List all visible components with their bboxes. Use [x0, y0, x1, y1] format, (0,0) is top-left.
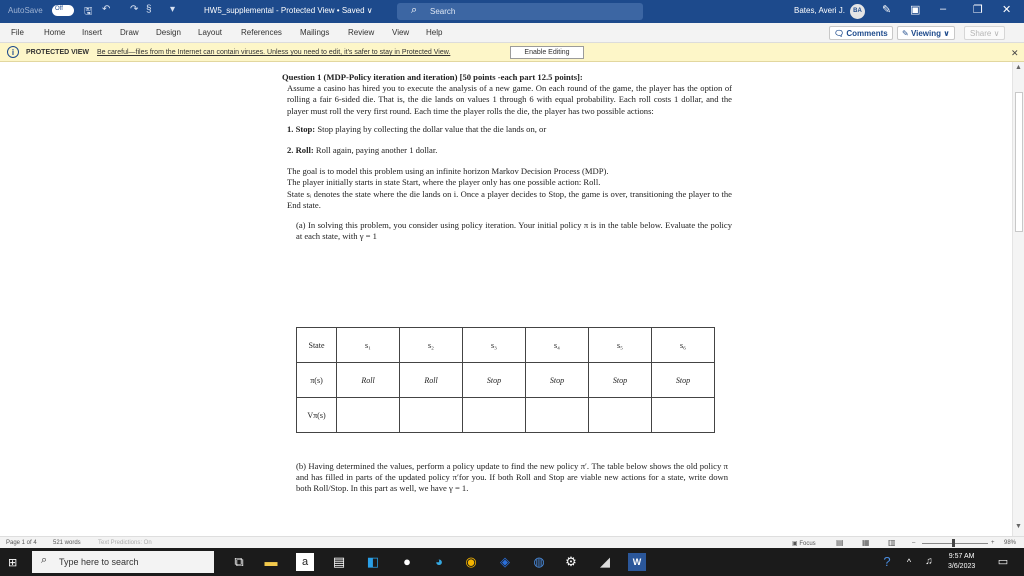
scroll-thumb[interactable] — [1015, 92, 1023, 232]
clock-time: 9:57 AM — [948, 553, 975, 560]
table-header: s₅ — [589, 328, 652, 363]
table-cell[interactable] — [526, 398, 589, 433]
notifications-icon[interactable]: ▭ — [997, 556, 1009, 568]
tab-home[interactable]: Home — [44, 28, 66, 37]
minimize-icon[interactable]: – — [940, 3, 947, 15]
protected-view-message[interactable]: Be careful—files from the Internet can contain viruses. Unless you need to edit, it's safer to stay in Protected View. — [97, 49, 451, 56]
user-name[interactable]: Bates, Averi J. — [794, 6, 845, 15]
page-count[interactable]: Page 1 of 4 — [6, 540, 37, 546]
option-roll — [282, 145, 732, 156]
table-cell — [400, 363, 463, 398]
tab-file[interactable]: File — [11, 28, 24, 37]
ribbon-tabs — [0, 23, 1024, 43]
info-icon: i — [7, 46, 19, 58]
table-cell[interactable] — [337, 398, 400, 433]
table-cell — [463, 363, 526, 398]
taskbar-search-input[interactable]: Type here to search — [59, 557, 139, 567]
pen-icon[interactable]: ✎ — [882, 4, 892, 16]
table-header: s₁ — [337, 328, 400, 363]
notes-icon[interactable]: ◢ — [600, 554, 610, 569]
windows-start-icon[interactable]: ⊞ — [8, 557, 18, 569]
goal-line-2: The player initially starts in state Start, where the player only has one possible action: Roll. — [287, 177, 601, 188]
spelling-icon[interactable]: § — [146, 4, 152, 15]
github-icon[interactable]: ● — [403, 554, 411, 569]
tab-references[interactable]: References — [241, 28, 282, 37]
table-cell[interactable] — [589, 398, 652, 433]
scroll-down-icon[interactable]: ▼ — [1015, 523, 1022, 530]
goal-line-1: The goal is to model this problem using an infinite horizon Markov Decision Process (MDP). — [287, 166, 609, 177]
policy-table — [296, 327, 715, 433]
share-label: Share ∨ — [970, 29, 1000, 38]
protected-view-label: PROTECTED VIEW — [26, 49, 90, 56]
settings-icon[interactable]: ⚙ — [565, 554, 577, 569]
option-stop — [282, 124, 732, 135]
policy-value: Roll — [361, 375, 375, 385]
search-icon: ⌕ — [411, 4, 418, 16]
comments-button[interactable]: 🗨 Comments — [829, 26, 893, 40]
intro-paragraph: Assume a casino has hired you to execute the analysis of a new game. On each round of the game, the player has the option of rolling a fair 6-sided die. That is, the die lands on values 1 through 6 with equal probability. Each roll costs 1 dollar, and the player must roll the very first round. Each time the player rolls the die, the player has two possible actions: — [287, 83, 732, 116]
search-icon: ⌕ — [41, 554, 48, 566]
close-message-icon[interactable]: ✕ — [1011, 48, 1019, 58]
option-stop-text: Stop playing by collecting the dollar value that the die lands on, or — [315, 123, 547, 134]
steam-icon[interactable]: ◈ — [500, 554, 510, 569]
taskbar — [0, 548, 1024, 576]
autosave-toggle[interactable] — [52, 5, 74, 16]
policy-value: Stop — [612, 375, 628, 385]
teams-icon[interactable]: ◧ — [366, 554, 380, 569]
ribbon-display-icon[interactable]: ▣ — [910, 4, 921, 16]
restore-icon[interactable]: ❐ — [973, 4, 983, 16]
option-stop-label: 1. Stop: — [287, 123, 316, 134]
network-icon[interactable]: ♫ — [925, 556, 933, 567]
taskbar-search[interactable] — [32, 551, 214, 573]
zoom-slider-thumb[interactable] — [952, 539, 955, 547]
edge-icon[interactable]: ◕ — [435, 554, 443, 569]
option-roll-text: Roll again, paying another 1 dollar. — [313, 145, 438, 156]
enable-editing-button[interactable]: Enable Editing — [510, 46, 584, 59]
word-count[interactable]: 521 words — [53, 540, 81, 546]
policy-value: Roll — [424, 375, 438, 385]
status-bar — [0, 536, 1024, 548]
autosave-label: AutoSave — [8, 6, 43, 15]
amazon-icon[interactable]: a — [296, 553, 314, 571]
clock-date: 3/6/2023 — [948, 563, 976, 570]
part-b: (b) Having determined the values, perform a policy update to find the new policy π′. The table below shows the old policy π and has filled in parts of the updated policy π′for you. If both Roll and Stop are viable new actions for a state, write down both Roll/Stop. In this part as well, we have γ = 1. — [296, 461, 728, 494]
zoom-in-icon[interactable]: + — [991, 540, 995, 546]
vertical-scrollbar[interactable] — [1012, 62, 1024, 536]
clock[interactable] — [948, 552, 975, 572]
tab-insert[interactable]: Insert — [82, 28, 103, 37]
word-app-icon[interactable]: W — [628, 553, 646, 571]
table-cell — [337, 363, 400, 398]
read-mode-icon[interactable]: ▤ — [836, 538, 844, 547]
save-icon[interactable]: 🖫 — [84, 6, 93, 17]
table-row — [297, 363, 715, 398]
assistant-icon[interactable]: ◍ — [533, 554, 545, 569]
customize-qat-icon[interactable]: ▾ — [170, 4, 176, 15]
file-explorer-icon[interactable]: ▬ — [264, 554, 278, 569]
table-cell[interactable] — [652, 398, 715, 433]
avatar[interactable]: BA — [850, 4, 865, 19]
table-cell[interactable] — [400, 398, 463, 433]
table-cell — [652, 363, 715, 398]
policy-value: Stop — [549, 375, 565, 385]
store-icon[interactable]: ▤ — [332, 554, 346, 569]
table-header: State — [297, 328, 337, 363]
protected-view-bar — [0, 43, 1024, 62]
policy-label: π(s) — [297, 363, 337, 398]
document-page[interactable] — [282, 72, 732, 242]
tab-review[interactable]: Review — [348, 28, 375, 37]
web-layout-icon[interactable]: ▥ — [888, 538, 896, 547]
tab-help[interactable]: Help — [426, 28, 443, 37]
viewing-label: Viewing ∨ — [910, 29, 950, 38]
redo-icon[interactable]: ↷ — [130, 4, 139, 15]
part-a: (a) In solving this problem, you consider using policy iteration. Your initial policy π is in the table below. Evaluate the policy at each state, with γ = 1 — [296, 220, 732, 242]
title-bar — [0, 0, 1024, 23]
focus-button[interactable]: ▣ Focus — [792, 541, 816, 547]
zoom-level[interactable]: 98% — [1004, 540, 1017, 546]
comments-label: Comments — [846, 29, 888, 38]
text-predictions[interactable]: Text Predictions: On — [98, 540, 152, 546]
print-layout-icon[interactable]: ▦ — [862, 538, 870, 547]
table-header: s₆ — [652, 328, 715, 363]
chrome-icon[interactable]: ◉ — [465, 554, 477, 569]
close-icon[interactable]: ✕ — [1002, 4, 1012, 16]
question-title: Question 1 (MDP-Policy iteration and iteration) [50 points -each part 12.5 points]: — [282, 72, 583, 82]
tab-mailings[interactable]: Mailings — [300, 28, 330, 37]
table-header: s₃ — [463, 328, 526, 363]
zoom-slider[interactable] — [922, 543, 988, 544]
undo-icon[interactable]: ↶ — [102, 4, 111, 15]
option-roll-label: 2. Roll: — [287, 145, 314, 156]
scroll-up-icon[interactable]: ▲ — [1015, 64, 1022, 71]
document-title[interactable]: HW5_supplemental - Protected View • Saved ∨ — [204, 6, 373, 15]
table-header: s₄ — [526, 328, 589, 363]
task-view-icon[interactable]: ⧉ — [234, 554, 244, 569]
policy-value: Stop — [675, 375, 691, 385]
tab-draw[interactable]: Draw — [120, 28, 139, 37]
tab-design[interactable]: Design — [156, 28, 181, 37]
share-button[interactable] — [964, 26, 1005, 40]
search-box[interactable] — [397, 3, 643, 20]
table-row — [297, 328, 715, 363]
table-cell — [589, 363, 652, 398]
tab-layout[interactable]: Layout — [198, 28, 223, 37]
viewing-button[interactable]: ✎ Viewing ∨ — [897, 26, 955, 40]
policy-value: Stop — [486, 375, 502, 385]
focus-label: Focus — [799, 541, 816, 547]
tray-chevron-icon[interactable]: ^ — [906, 557, 912, 567]
help-icon[interactable]: ? — [883, 554, 891, 569]
goal-line-3: State sᵢ denotes the state where the die lands on i. Once a player decides to Stop, the game is over, transitioning the player to the End state. — [287, 188, 732, 210]
tab-view[interactable]: View — [392, 28, 410, 37]
search-input[interactable]: Search — [430, 7, 456, 16]
table-row — [297, 398, 715, 433]
table-cell[interactable] — [463, 398, 526, 433]
value-label: Vπ(s) — [297, 398, 337, 433]
zoom-out-icon[interactable]: – — [912, 540, 916, 546]
table-cell — [526, 363, 589, 398]
table-header: s₂ — [400, 328, 463, 363]
autosave-toggle-label: Off — [55, 6, 63, 12]
